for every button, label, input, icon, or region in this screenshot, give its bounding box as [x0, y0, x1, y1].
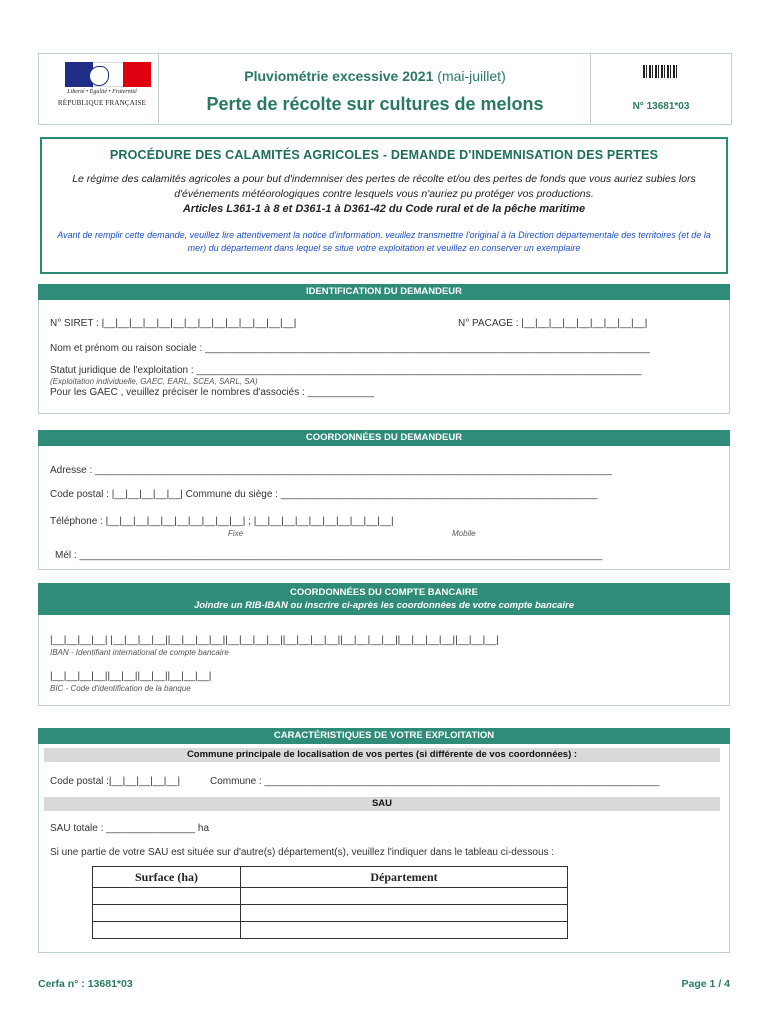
procedure-title: PROCÉDURE DES CALAMITÉS AGRICOLES - DEMANDE D'INDEMNISATION DES PERTES — [109, 148, 659, 162]
coordonnees-title: COORDONNÉES DU DEMANDEUR — [38, 430, 730, 446]
table-header-surface: Surface (ha) — [93, 867, 241, 888]
table-row — [93, 922, 568, 939]
procedure-intro: Le régime des calamités agricoles a pour but d'indemniser des pertes de récolte et/ou des pertes de fonds que vous auriez subies lors d'événements météorologiques contre lesquels vous n'auriez pu protéger vos productions. — [72, 173, 696, 200]
table-row — [93, 905, 568, 922]
table-header-departement: Département — [241, 867, 568, 888]
mel-field[interactable]: Mél : ______________________________________________________________________________________________ — [55, 550, 603, 561]
exploitation-commune-field[interactable]: Commune : _______________________________________________________________________ — [210, 776, 660, 787]
telephone-field[interactable]: Téléphone : |__|__|__|__|__|__|__|__|__|__| ; |__|__|__|__|__|__|__|__|__|__| — [50, 516, 394, 527]
form-title-main: Pluviométrie excessive 2021 — [244, 68, 434, 84]
sau-note: Si une partie de votre SAU est située sur d'autre(s) département(s), veuillez l'indiquer dans le tableau ci-dessous : — [50, 847, 555, 858]
form-subtitle: Perte de récolte sur cultures de melons — [206, 94, 544, 114]
table-cell[interactable] — [241, 888, 568, 905]
republic-motto: Liberté • Égalité • Fraternité — [67, 89, 137, 95]
identification-title: IDENTIFICATION DU DEMANDEUR — [38, 284, 730, 300]
republic-logo — [38, 53, 159, 123]
table-header-row — [93, 867, 568, 888]
table-cell[interactable] — [93, 888, 241, 905]
iban-label: IBAN - Identifiant international de compte bancaire — [50, 648, 229, 657]
form-title-period: (mai-juillet) — [437, 68, 506, 84]
commune-band: Commune principale de localisation de vos pertes (si différente de vos coordonnées) : — [44, 748, 720, 762]
banque-header — [38, 583, 730, 615]
statut-hint: (Exploitation individuelle, GAEC, EARL, SCEA, SARL, SA) — [50, 377, 258, 386]
siret-field[interactable]: N° SIRET : |__|__|__|__|__|__|__|__|__|__|__|__|__|__| — [50, 318, 297, 329]
procedure-notice: Avant de remplir cette demande, veuillez lire attentivement la notice d'information. veuillez transmettre l'original à la Direction départementale des territoires (et de la mer) du département dans lequel se situe votre exploitation et veuillez en conserver un exemplaire — [57, 230, 711, 253]
footer-cerfa: Cerfa n° : 13681*03 — [38, 978, 133, 990]
pacage-field[interactable]: N° PACAGE : |__|__|__|__|__|__|__|__|__| — [458, 318, 648, 329]
republic-name: RÉPUBLIQUE FRANÇAISE — [57, 99, 147, 107]
table-row — [93, 888, 568, 905]
footer-page: Page 1 / 4 — [681, 978, 730, 990]
coordonnees-section — [38, 430, 730, 570]
adresse-field[interactable]: Adresse : _____________________________________________________________________________________________ — [50, 465, 613, 476]
exploitation-title: CARACTÉRISTIQUES DE VOTRE EXPLOITATION — [38, 728, 730, 744]
exploitation-code-postal-field[interactable]: Code postal :|__|__|__|__|__| — [50, 776, 181, 787]
table-cell[interactable] — [93, 922, 241, 939]
cerfa-number: N° 13681*03 — [632, 101, 690, 112]
table-cell[interactable] — [241, 922, 568, 939]
sau-totale-field[interactable]: SAU totale : ________________ ha — [50, 823, 210, 834]
telephone-fixe-label: Fixe — [228, 529, 244, 538]
table-cell[interactable] — [241, 905, 568, 922]
bic-label: BIC - Code d'identification de la banque — [50, 684, 191, 693]
telephone-mobile-label: Mobile — [452, 529, 476, 538]
sau-departement-table — [92, 866, 568, 939]
bic-field[interactable]: |__|__|__|__||__|__||__|__||__|__|__| — [50, 671, 212, 682]
iban-field[interactable]: |__|__|__|__| |__|__|__|__||__|__|__|__||__|__|__|__||__|__|__|__||__|__|__|__||__|__|__|__||__|__|__| — [50, 635, 499, 646]
barcode-icon — [643, 65, 677, 78]
name-field[interactable]: Nom et prénom ou raison sociale : ________________________________________________________________________________ — [50, 343, 650, 354]
sau-band: SAU — [44, 797, 720, 811]
banque-title: COORDONNÉES DU COMPTE BANCAIRE — [290, 587, 478, 598]
banque-subtitle: Joindre un RIB-IBAN ou inscrire ci-après les coordonnées de votre compte bancaire — [193, 600, 575, 611]
procedure-articles: Articles L361-1 à 8 et D361-1 à D361-42 du Code rural et de la pêche maritime — [182, 203, 586, 215]
form-title — [160, 68, 590, 84]
cerfa-box — [590, 53, 731, 123]
statut-field[interactable]: Statut juridique de l'exploitation : ________________________________________________________________________________ — [50, 365, 642, 376]
code-postal-field[interactable]: Code postal : |__|__|__|__|__| Commune du siège : _________________________________________________________ — [50, 489, 598, 500]
gaec-field[interactable]: Pour les GAEC , veuillez préciser le nombres d'associés : ____________ — [50, 387, 375, 398]
table-cell[interactable] — [93, 905, 241, 922]
marianne-flag-icon — [65, 62, 151, 87]
